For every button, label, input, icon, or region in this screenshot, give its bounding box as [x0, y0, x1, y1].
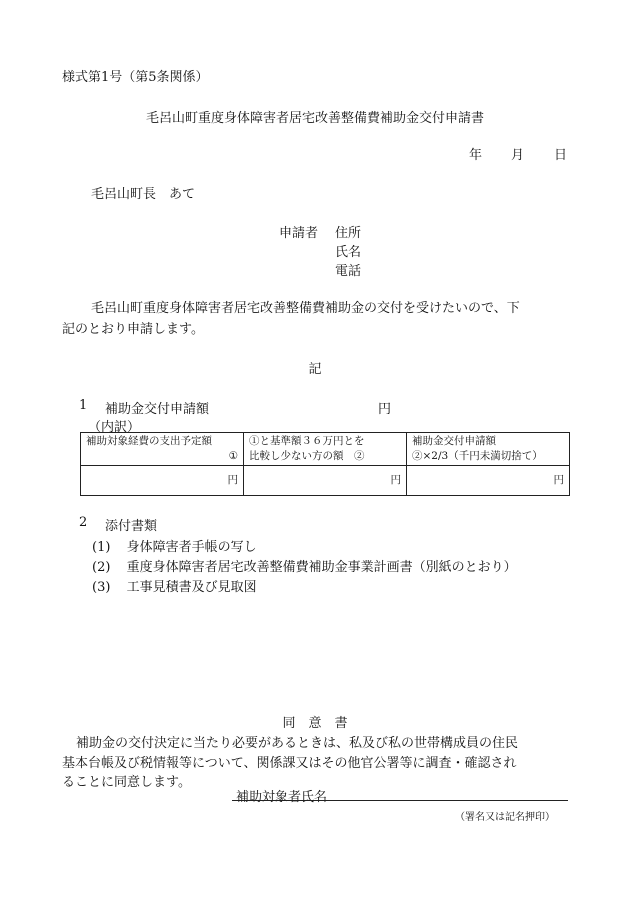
- attachment-num: (3): [92, 580, 111, 595]
- consent-text-line2: 基本台帳及び税情報等について、関係課又はその他官公署等に調査・確認され: [62, 756, 517, 771]
- signature-line[interactable]: [232, 800, 568, 801]
- signer-label: 補助対象者氏名: [236, 790, 328, 805]
- addressee: 毛呂山町長 あて: [91, 187, 196, 202]
- header-cell-subsidy-amount: [407, 433, 570, 466]
- attachment-num: (1): [92, 540, 111, 555]
- breakdown-value-row: [81, 466, 570, 496]
- value-cell-subsidy-amount[interactable]: [407, 466, 570, 496]
- date-day: 日: [554, 148, 568, 163]
- header-planned-expense-line2: ①: [228, 450, 238, 462]
- section2-number: 2: [79, 515, 88, 530]
- header-subsidy-amount-line1: 補助金交付申請額: [412, 435, 496, 447]
- attachment-item-1: [92, 536, 257, 555]
- unit-yen: 円: [227, 474, 238, 486]
- ki-heading: 記: [308, 362, 322, 377]
- consent-text-line3: ることに同意します。: [62, 775, 191, 790]
- header-planned-expense-line1: 補助対象経費の支出予定額: [86, 435, 212, 447]
- header-compare-amount-line2: 比較し少ない方の額 ②: [249, 450, 365, 462]
- section1-label: 補助金交付申請額: [105, 402, 210, 417]
- section2-label: 添付書類: [105, 519, 158, 534]
- form-number: 様式第1号（第5条関係）: [62, 70, 209, 85]
- unit-yen: 円: [390, 474, 401, 486]
- consent-text-line1: 補助金の交付決定に当たり必要があるときは、私及び私の世帯構成員の住民: [76, 736, 519, 751]
- applicant-address-label: 住所: [335, 226, 362, 241]
- section1-unit: 円: [378, 402, 392, 417]
- applicant-label: 申請者: [279, 226, 319, 241]
- breakdown-label: （内訳）: [88, 420, 141, 435]
- attachment-item-3: [92, 576, 257, 595]
- document-title: 毛呂山町重度身体障害者居宅改善整備費補助金交付申請書: [145, 111, 484, 126]
- request-text-line1: 毛呂山町重度身体障害者居宅改善整備費補助金の交付を受けたいので、下: [91, 301, 520, 316]
- unit-yen: 円: [553, 474, 564, 486]
- request-text-line2: 記のとおり申請します。: [62, 322, 204, 337]
- date-year: 年: [469, 148, 483, 163]
- breakdown-header-row: [81, 433, 570, 466]
- attachment-num: (2): [92, 560, 111, 575]
- consent-title: 同 意 書: [282, 716, 348, 731]
- header-cell-planned-expense: [81, 433, 244, 466]
- value-cell-compare-amount[interactable]: [244, 466, 407, 496]
- breakdown-table: [80, 432, 570, 496]
- attachment-text: 工事見積書及び見取図: [126, 580, 257, 595]
- header-cell-compare-amount: [244, 433, 407, 466]
- value-cell-planned-expense[interactable]: [81, 466, 244, 496]
- attachment-text: 身体障害者手帳の写し: [126, 540, 257, 555]
- attachment-text: 重度身体障害者居宅改善整備費補助金事業計画書（別紙のとおり）: [126, 560, 517, 575]
- header-subsidy-amount-line2: ②×2/3（千円未満切捨て）: [412, 450, 543, 462]
- attachment-item-2: [92, 556, 517, 575]
- applicant-name-label: 氏名: [335, 245, 362, 260]
- section1-number: 1: [79, 398, 88, 413]
- signature-note: （署名又は記名押印）: [455, 812, 555, 823]
- header-compare-amount-line1: ①と基準額３６万円とを: [249, 435, 365, 447]
- applicant-phone-label: 電話: [335, 264, 362, 279]
- date-month: 月: [511, 148, 525, 163]
